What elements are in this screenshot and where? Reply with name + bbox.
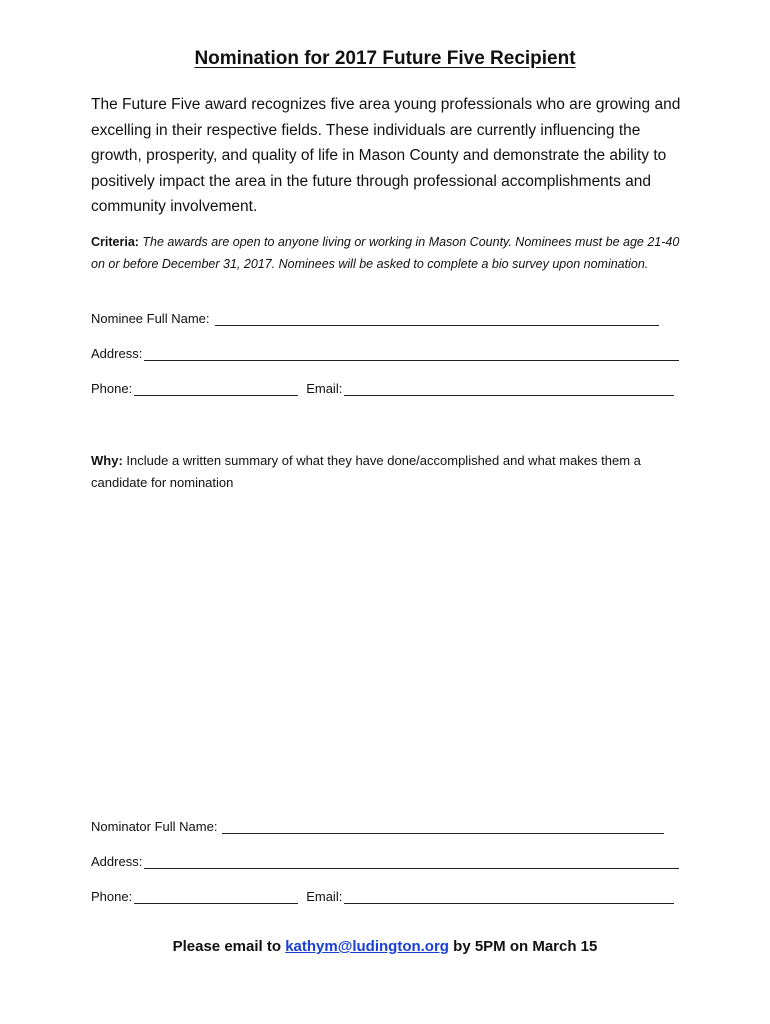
nominee-contact-row <box>91 376 674 396</box>
nominator-email-label: Email: <box>306 889 343 904</box>
nominee-address-label: Address: <box>91 346 143 361</box>
why-text: Include a written summary of what they have done/accomplished and what makes them a candidate for nomination <box>91 453 641 490</box>
nominee-address-field[interactable] <box>144 345 679 361</box>
nominator-name-field[interactable] <box>222 818 664 834</box>
nominator-phone-field[interactable] <box>134 888 298 904</box>
nominator-email-field[interactable] <box>344 888 674 904</box>
footer-suffix: by 5PM on March 15 <box>453 938 598 955</box>
submission-instructions <box>0 938 770 955</box>
nominee-address-row <box>91 341 679 361</box>
nominator-name-label: Nominator Full Name: <box>91 819 218 834</box>
nominator-phone-label: Phone: <box>91 889 133 904</box>
criteria-text: The awards are open to anyone living or working in Mason County. Nominees must be age 21-40 on or before December 31, 2017. Nominees will be asked to complete a bio survey upon nomination. <box>91 235 680 271</box>
why-paragraph <box>91 450 691 493</box>
footer-prefix: Please email to <box>172 938 282 955</box>
why-label: Why: <box>91 453 123 468</box>
criteria-paragraph <box>91 232 691 275</box>
criteria-label: Criteria: <box>91 235 139 249</box>
nominee-email-field[interactable] <box>344 380 674 396</box>
nominator-address-label: Address: <box>91 854 143 869</box>
contact-email-link[interactable]: kathym@ludington.org <box>285 938 449 955</box>
nominator-name-row <box>91 814 664 834</box>
intro-paragraph: The Future Five award recognizes five area young professionals who are growing and excelling in their respective fields. These individuals are currently influencing the growth, prosperity, and quality of life in Mason County and demonstrate the ability to positively impact the area in the future through professional accomplishments and community involvement. <box>91 96 681 215</box>
nominee-phone-label: Phone: <box>91 381 133 396</box>
nominator-address-field[interactable] <box>144 853 679 869</box>
nominee-email-label: Email: <box>306 381 343 396</box>
nominee-name-field[interactable] <box>215 310 659 326</box>
nominee-name-label: Nominee Full Name: <box>91 311 210 326</box>
nominee-name-row <box>91 306 659 326</box>
nominee-phone-field[interactable] <box>134 380 298 396</box>
nominator-contact-row <box>91 884 674 904</box>
nominator-address-row <box>91 849 679 869</box>
page-title: Nomination for 2017 Future Five Recipient <box>194 48 576 69</box>
